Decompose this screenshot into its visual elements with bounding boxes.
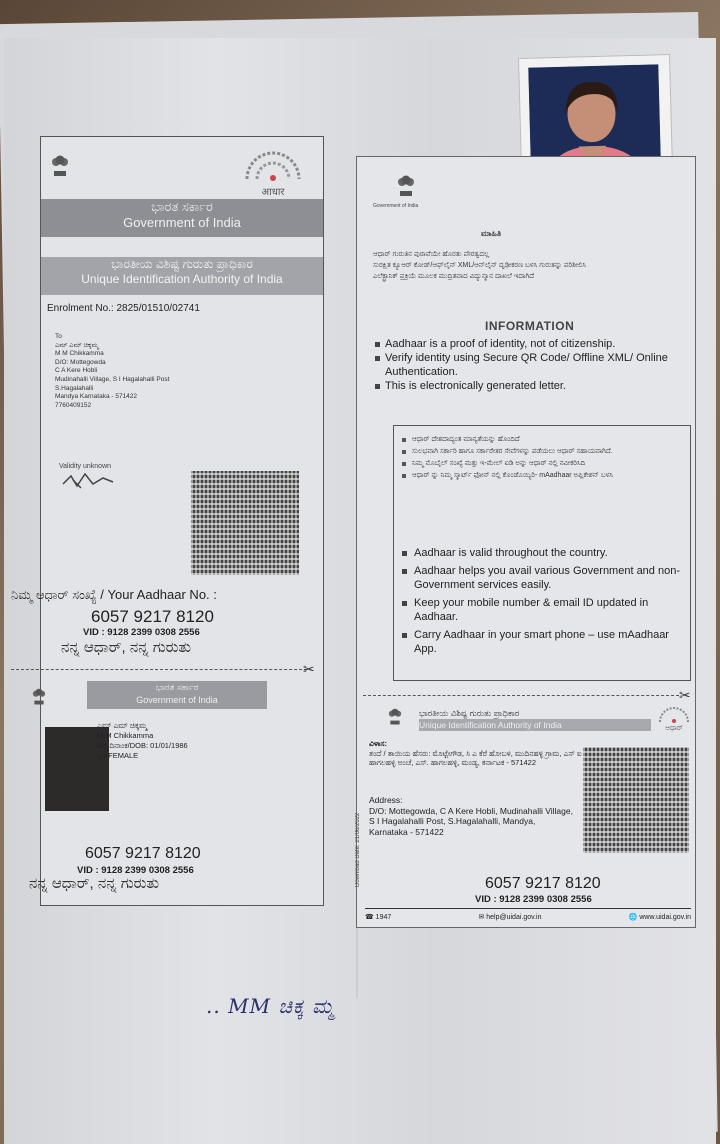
- info-bullet: Verify identity using Secure QR Code/ Offline XML/ Online Authentication.: [373, 351, 691, 379]
- aadhaar-logo-text: ಆಧಾರ್: [665, 725, 683, 732]
- footer-phone-text: 1947: [375, 914, 392, 921]
- bottom-uidai-en: Unique Identification Authority of India: [419, 719, 651, 731]
- handwritten-note: .. MM ಚಿಕ್ಕ ಮ್ಮ: [206, 994, 335, 1018]
- cut-line: [363, 695, 679, 696]
- address-kn-text: ತಂದೆ / ತಾಯಿಯ ಹೆಸರು: ಮೊಟ್ಟೇಗೌಡ, ಸಿ ಎ ಕೆರೆ ಹೋಬಳಿ, ಮುದಿನಹಳ್ಳಿ ಗ್ರಾಮ, ಎಸ್ ಐ ಹಾಗಲಹಳ್ಳಿ ಅಂಚೆ, ಎಸ್. ಹಾಗಲಹಳ್ಳಿ, ಮಂಡ್ಯ, ಕರ್ನಾಟಕ - 571422: [369, 748, 582, 767]
- aadhaar-sunburst-icon: [657, 707, 691, 723]
- benefit-bullet: Carry Aadhaar in your smart phone – use mAadhaar App.: [400, 628, 686, 656]
- globe-icon: 🌐: [628, 914, 640, 921]
- address-line: D/O: Mottegowda: [55, 358, 106, 366]
- info-kn-bullet: ಸುರಕ್ಷಿತ ಕ್ಯೂಆರ್ ಕೋಡ್/ಆಫ್‌ಲೈನ್ XML/ಆನ್‌ಲೈನ್ ದೃಢೀಕರಣ ಬಳಸಿ ಗುರುತನ್ನು ಪರಿಶೀಲಿಸಿ: [373, 262, 587, 269]
- holder-dob: ಜನ್ಮ ದಿನಾಂಕ/DOB: 01/01/1986: [97, 741, 188, 750]
- info-bullet: This is electronically generated letter.: [373, 379, 691, 393]
- info-kn-bullet: ಆಧಾರ್ ಗುರುತಿನ ಪುರಾವೆಯೇ ಹೊರತು ಪೌರತ್ವದಲ್ಲ: [373, 251, 490, 258]
- national-emblem-icon: [29, 685, 49, 707]
- address-kn-block: [369, 739, 585, 768]
- address-line: 7760409152: [55, 401, 92, 409]
- emblem-caption: Government of India: [373, 203, 419, 209]
- card2-gov-kn: ಭಾರತ ಸರ್ಕಾರ: [155, 682, 199, 692]
- holder-gender: ಸ್ತ್ರೀ/ FEMALE: [97, 751, 139, 760]
- scissors-icon: ✂: [679, 687, 691, 703]
- national-emblem-icon: [393, 171, 419, 199]
- footer-contact-bar: [365, 908, 691, 921]
- download-date: Download Date: 21/06/2022: [355, 812, 361, 887]
- benefit-kn-bullet: ಸುಲಭವಾಗಿ ಸರ್ಕಾರಿ ಹಾಗೂ ಸರ್ಕಾರೇತರ ಸೇವೆಗಳನ್ನು ಪಡೆಯಲು ಆಧಾರ್ ಸಹಾಯವಾಗಿದೆ.: [400, 446, 680, 458]
- gov-title-en: Government of India: [123, 215, 241, 230]
- address-en-text: D/O: Mottegowda, C A Kere Hobli, Mudinahalli Village, S I Hagalahalli Post, S.Hagalahalli, Mandya, Karnataka - 571422: [369, 805, 573, 837]
- address-line: ಎಮ್ ಎಮ್ ಚಿಕ್ಕಮ್ಮ: [55, 341, 99, 349]
- benefits-kn-list: [400, 434, 680, 482]
- aadhaar-tagline-card: ನನ್ನ ಆಧಾರ್, ನನ್ನ ಗುರುತು: [29, 875, 160, 892]
- bottom-uidai-kn: ಭಾರತೀಯ ವಿಶಿಷ್ಟ ಗುರುತು ಪ್ರಾಧಿಕಾರ: [419, 708, 520, 718]
- your-aadhaar-label: ನಿಮ್ಮ ಆಧಾರ್ ಸಂಖ್ಯೆ / Your Aadhaar No. :: [11, 587, 217, 602]
- benefit-kn-bullet: ನಿಮ್ಮ ಮೊಬೈಲ್ ಸಂಖ್ಯೆ ಮತ್ತು ಇ-ಮೇಲ್ ಐಡಿ ಅನ್ನು ಆಧಾರ್ ನಲ್ಲಿ ನವೀಕರಿಸಿದಿ: [400, 458, 680, 470]
- scissors-icon: ✂: [303, 661, 315, 677]
- card2-gov-en: Government of India: [136, 695, 218, 705]
- aadhaar-number-card: 6057 9217 8120: [485, 875, 601, 892]
- vid-number: VID : 9128 2399 0308 2556: [83, 627, 200, 638]
- qr-code: [583, 747, 689, 853]
- address-line: To: [55, 333, 62, 340]
- info-title: INFORMATION: [485, 319, 575, 333]
- benefits-list: [400, 546, 686, 660]
- footer-web-text: www.uidai.gov.in: [639, 914, 691, 921]
- footer-email-text: help@uidai.gov.in: [486, 914, 542, 921]
- info-kn-bullets: [373, 249, 673, 282]
- benefit-bullet: Keep your mobile number & email ID updated in Aadhaar.: [400, 596, 686, 624]
- address-en-label: Address:: [369, 795, 403, 805]
- national-emblem-icon: [385, 705, 405, 727]
- gov-banner: [41, 199, 323, 237]
- phone-icon: ☎: [365, 914, 376, 921]
- address-line: M M Chikkamma: [55, 350, 104, 358]
- bottom-uidai-banner: [419, 707, 651, 731]
- aadhaar-benefits-box: [393, 425, 691, 681]
- aadhaar-logo-small: [657, 707, 691, 733]
- uidai-title-kn: ಭಾರತೀಯ ವಿಶಿಷ್ಟ ಗುರುತು ಪ್ರಾಧಿಕಾರ: [111, 257, 253, 271]
- holder-details: [97, 721, 188, 761]
- address-line: C A Kere Hobli: [55, 367, 98, 375]
- address-en-block: [369, 795, 575, 837]
- cut-line: [11, 669, 307, 670]
- holder-name-en: M M Chikkamma: [97, 731, 154, 740]
- signature-validity: [59, 463, 119, 494]
- signature-mark-icon: [59, 470, 119, 492]
- national-emblem-icon: [47, 151, 73, 179]
- benefit-kn-bullet: ಆಧಾರ್ ನ್ನು ನಿಮ್ಮ ಸ್ಮಾರ್ಟ್ ಫೋನ್ ನಲ್ಲಿ ಕೊಂಡೊಯ್ಯಿರಿ- mAadhaar ಅಪ್ಲಿಕೇಶನ್ ಬಳಸಿ: [400, 470, 680, 482]
- info-bullets: [373, 337, 691, 393]
- holder-name-kn: ಎಮ್ ಎಮ್ ಚಿಕ್ಕಮ್ಮ: [97, 721, 148, 730]
- vid-number-card: VID : 9128 2399 0308 2556: [77, 865, 194, 876]
- benefit-bullet: Aadhaar is valid throughout the country.: [400, 546, 686, 560]
- uidai-title-en: Unique Identification Authority of India: [81, 272, 283, 286]
- info-kn-title: ಮಾಹಿತಿ: [481, 229, 502, 238]
- vid-number-card: VID : 9128 2399 0308 2556: [475, 894, 592, 905]
- qr-code: [191, 471, 299, 575]
- gov-title-kn: ಭಾರತ ಸರ್ಕಾರ: [151, 199, 213, 214]
- address-line: Mudinahalli Village, S I Hagalahalli Post: [55, 375, 170, 383]
- aadhaar-left-card: [11, 136, 324, 906]
- aadhaar-logo-text: आधार: [261, 187, 285, 198]
- recipient-address: [55, 333, 235, 410]
- aadhaar-tagline: ನನ್ನ ಆಧಾರ್, ನನ್ನ ಗುರುತು: [61, 639, 192, 656]
- signature-label: Validity unknown: [59, 463, 112, 470]
- mail-icon: ✉: [478, 914, 487, 921]
- footer-email: [478, 913, 541, 921]
- aadhaar-logo-icon: [237, 151, 309, 198]
- info-bullet: Aadhaar is a proof of identity, not of citizenship.: [373, 337, 691, 351]
- footer-web: [629, 913, 691, 921]
- uidai-banner: [41, 257, 323, 295]
- aadhaar-number: 6057 9217 8120: [91, 607, 214, 626]
- footer-phone: [365, 913, 391, 921]
- aadhaar-right-card: [356, 156, 696, 928]
- info-kn-bullet: ಎಲೆಕ್ಟ್ರಾನಿಕ್ ಪ್ರಕ್ರಿಯೆ ಮೂಲಕ ಮುದ್ರಿತವಾದ ವಿದ್ಯುನ್ಮಾನ ದಾಖಲೆ ಇದಾಗಿದೆ: [373, 273, 534, 280]
- benefit-kn-bullet: ಆಧಾರ್ ದೇಶದಾದ್ಯಂತ ಮಾನ್ಯತೆಯನ್ನು ಹೊಂದಿದೆ: [400, 434, 680, 446]
- benefit-bullet: Aadhaar helps you avail various Government and non-Government services easily.: [400, 564, 686, 592]
- address-line: Mandya Karnataka - 571422: [55, 393, 138, 401]
- enrolment-number: Enrolment No.: 2825/01510/02741: [47, 303, 200, 314]
- card2-gov-banner: [87, 681, 267, 709]
- address-line: S.Hagalahalli: [55, 384, 94, 392]
- address-kn-label: ವಿಳಾಸ:: [369, 739, 388, 748]
- aadhaar-number-card: 6057 9217 8120: [85, 845, 201, 862]
